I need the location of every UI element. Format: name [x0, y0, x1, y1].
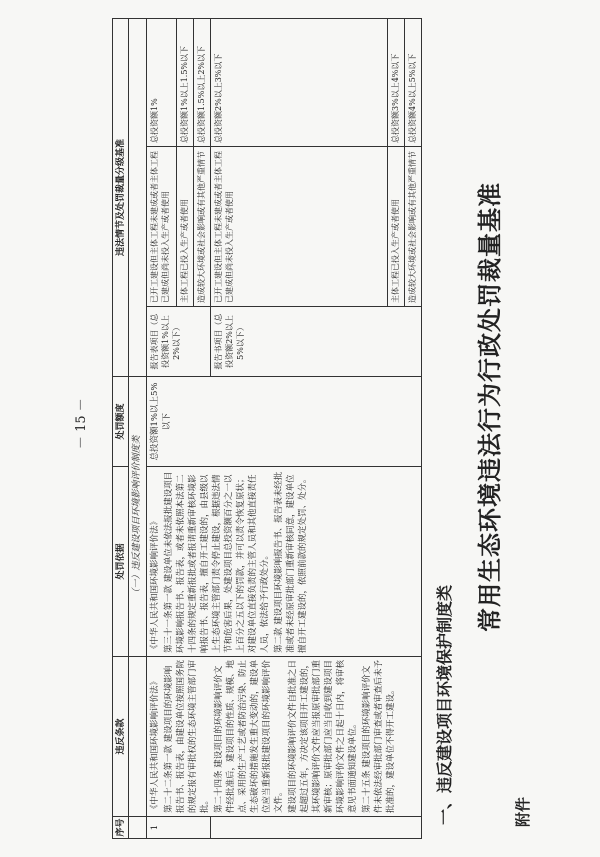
document-title: 常用生态环境违法行为行政处罚裁量基准: [475, 182, 504, 632]
situation-cell: 已开工建设但主体工程未建成或者主体工程已建成但尚未投入生产或者使用: [147, 147, 176, 307]
page-number: － 15 －: [74, 398, 89, 449]
clause-text: 《中华人民共和国环境影响评价法》: [150, 676, 161, 813]
penalty-cell: 总投资额1%: [147, 18, 176, 146]
penalty-cell: 总投资额1%以上1.5%以下: [176, 18, 193, 146]
header-no: 序号: [113, 817, 129, 839]
clause-text: 第二十四条 建设项目的环境影响评价文件经批准后，建设项目的性质、规模、地点、采用的生产工艺或者防治污染、防止生态破坏的措施发生重大变动的，建设单位应当重新报批建设项目的环境影响评价文件。: [214, 659, 285, 813]
basis-cell: [147, 467, 422, 657]
basis-text: 第三十一条第一款 建设单位未依法报批建设项目环境影响报告书、报告表，或者未依照本法第二十四条的规定重新报批或者报请重新审核环境影响报告书、报告表，擅自开工建设的，由县级以上生态环境主管部门责令停止建设，根据违法情节和危害后果，处建设项目总投资额百分之一以上百分之五以下的罚款，并可以责令恢复原状；对建设单位直接负责的主管人员和其他直接责任人员，依法给予行政处分。: [164, 471, 271, 653]
situation-cell: 造成较大环境或社会影响或有其他严重情节: [193, 147, 210, 307]
group-label: 报告书项目（总投资额2%以上5%以下）: [210, 307, 421, 377]
header-amount: 处罚额度: [113, 377, 129, 467]
table-row: [147, 18, 176, 838]
amount-cell: 总投资额1%以上5%以下: [147, 377, 422, 467]
category-label: （一）违反建设项目环境影响评价制度类: [129, 377, 147, 657]
category-row: [129, 18, 147, 838]
section-heading: 一、违反建设项目环境保护制度类: [435, 584, 454, 825]
clause-cell: [147, 657, 422, 817]
group-label: 报告表项目（总投资额1%以上2%以下）: [147, 307, 211, 377]
basis-text: 第二款 建设项目环境影响报告书、报告表未经批准或者未经原审批部门重新审核同意，建设单位擅自开工建设的，依照前款的规定处罚、处分。: [274, 471, 309, 653]
table-header-row: [113, 18, 129, 838]
clause-text: 第二十五条 建设项目的环境影响评价文件未依法经审批部门审查或者审查后未予批准的，建设单位不得开工建设。: [362, 659, 397, 813]
situation-cell: 主体工程已投入生产或者使用: [176, 147, 193, 307]
situation-cell: 主体工程已投入生产或者使用: [387, 147, 404, 307]
situation-cell: 造成较大环境或社会影响或有其他严重情节: [404, 147, 421, 307]
header-basis: 处罚依据: [113, 467, 129, 657]
penalty-cell: 总投资额3%以上4%以下: [387, 18, 404, 146]
header-grading: 违法情节及处罚裁量分级基准: [113, 18, 129, 376]
clause-text: 建设项目的环境影响评价文件自批准之日起超过五年，方决定该项目开工建设的，其环境影响评价文件应当报原审批部门重新审核；原审批部门应当自收到建设项目环境影响评价文件之日起十日内，将审核意见书面通知建设单位。: [288, 659, 359, 813]
penalty-cell: 总投资额1.5%以上2%以下: [193, 18, 210, 146]
penalty-cell: 总投资额2%以上3%以下: [210, 18, 387, 146]
basis-text: 《中华人民共和国环境影响评价法》: [150, 516, 161, 653]
clause-text: 第二十二条第一款 建设项目的环境影响报告书、报告表，由建设单位按照国务院的规定报有审批权的生态环境主管部门审批。: [164, 659, 211, 813]
row-number: 1: [147, 817, 211, 839]
annex-label: 附件: [514, 796, 532, 827]
penalty-cell: 总投资额4%以上5%以下: [404, 18, 421, 146]
situation-cell: 已开工建设但主体工程未建成或者主体工程已建成但尚未投入生产或者使用: [210, 147, 387, 307]
penalty-table: [112, 18, 422, 839]
header-clause: 违反条款: [113, 657, 129, 817]
